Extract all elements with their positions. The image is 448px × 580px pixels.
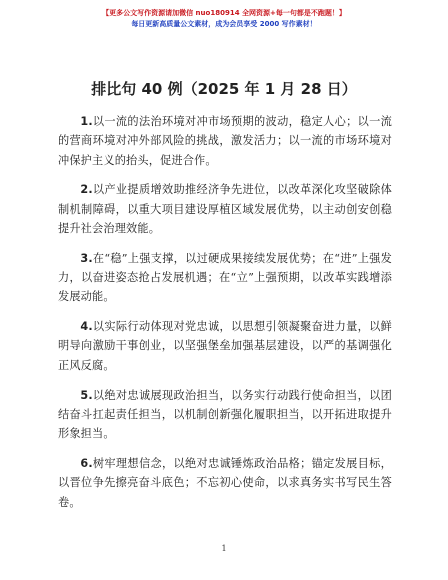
- promo-banner: [0, 8, 448, 30]
- paragraph-text: 以产业提质增效助推经济争先进位，以改革深化攻坚破除体制机制障碍，以重大项目建设厚植区域发展优势，以主动创安创稳提升社会治理效能。: [58, 183, 392, 235]
- paragraph-number: 1.: [80, 115, 93, 128]
- paragraph-text: 以一流的法治环境对冲市场预期的波动，稳定人心；以一流的营商环境对冲外部风险的挑战，激发活力；以一流的市场环境对冲保护主义的抬头，促进合作。: [58, 115, 392, 167]
- paragraph-text: 以绝对忠诚展现政治担当，以务实行动践行使命担当，以团结奋斗扛起责任担当，以机制创新强化履职担当，以开拓进取提升形象担当。: [58, 388, 392, 441]
- page-number: 1: [221, 544, 227, 553]
- paragraph-text: 树牢理想信念，以绝对忠诚锤炼政治品格；锚定发展目标，以晋位争先擦亮奋斗底色；不忘初心使命，以求真务实书写民生答卷。: [58, 456, 392, 509]
- paragraph-text: 在“稳”上强支撑，以过硬成果接续发展优势；在“进”上强发力，以奋进姿态抢占发展机遇；在“立”上强预期，以改革实践增添发展动能。: [58, 251, 392, 304]
- paragraph-4: [58, 317, 392, 375]
- paragraph-2: [58, 180, 392, 238]
- document-body: [58, 112, 392, 522]
- promo-line-red: 【更多公文写作资源请加微信 nuo180914 全网资源+每一句都是不跑题！】: [102, 9, 346, 17]
- paragraph-number: 3.: [80, 251, 93, 265]
- paragraph-6: [58, 454, 392, 512]
- paragraph-3: [58, 249, 392, 307]
- paragraph-number: 6.: [80, 456, 93, 470]
- paragraph-text: 以实际行动体现对党忠诚，以思想引领凝聚奋进力量，以鲜明导向激励干事创业，以坚强堡垒加强基层建设，以严的基调强化正风反腐。: [58, 320, 392, 372]
- document-title: 排比句 40 例（2025 年 1 月 28 日）: [91, 80, 357, 98]
- paragraph-number: 4.: [80, 320, 93, 334]
- paragraph-5: [58, 386, 392, 444]
- promo-line-blue: 每日更新高质量公文素材，成为会员享受 2000 写作素材！: [131, 20, 317, 28]
- paragraph-1: [58, 112, 392, 170]
- paragraph-number: 2.: [80, 183, 93, 197]
- paragraph-number: 5.: [80, 388, 93, 402]
